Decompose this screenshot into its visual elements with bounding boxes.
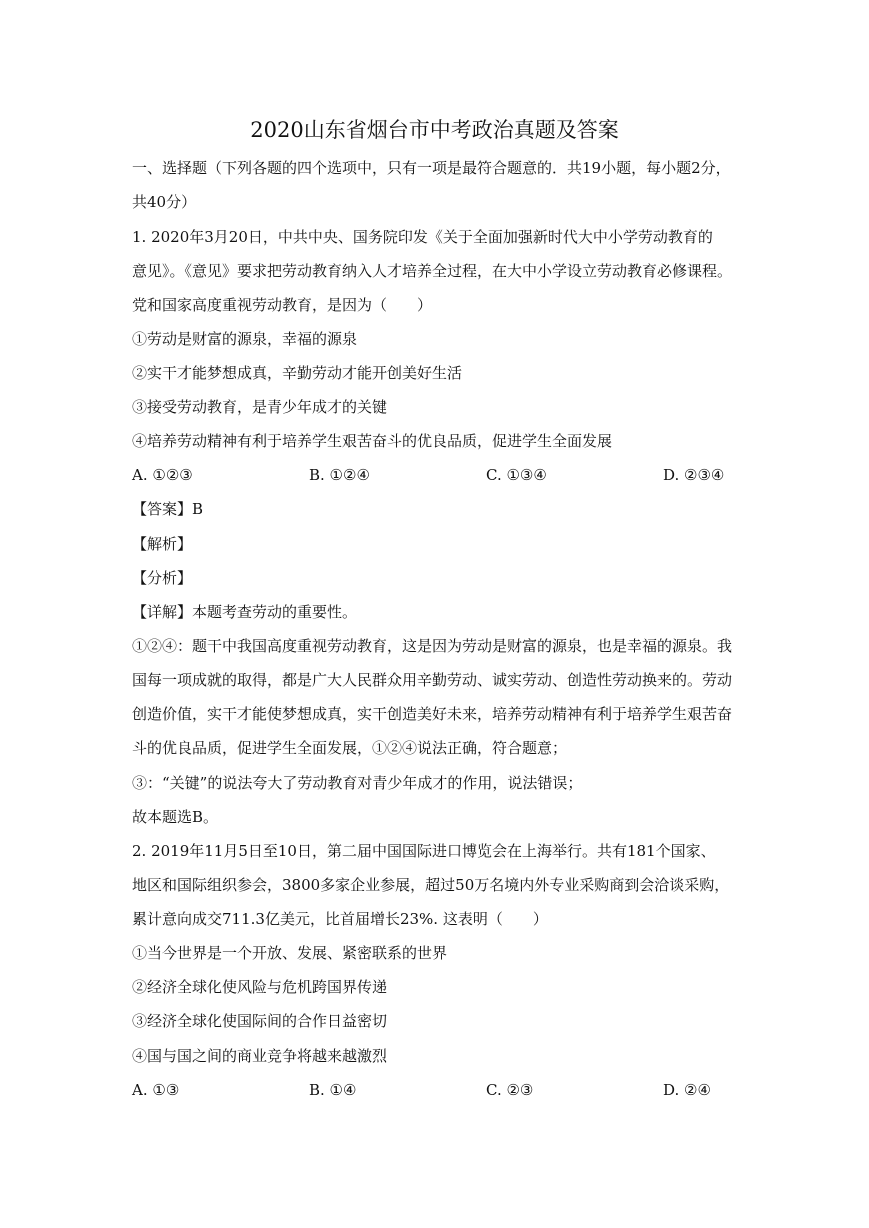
q1-statement-4: ④培养劳动精神有利于培养学生艰苦奋斗的优良品质，促进学生全面发展 bbox=[132, 432, 613, 450]
q2-option-c: C. ②③ bbox=[486, 1081, 534, 1099]
q1-explanation-line-4: 斗的优良品质，促进学生全面发展，①②④说法正确，符合题意； bbox=[132, 739, 568, 757]
q1-fenxi-heading: 【分析】 bbox=[132, 569, 193, 587]
q1-stem-line-2: 意见》。《意见》要求把劳动教育纳入人才培养全过程，在大中小学设立劳动教育必修课程。 bbox=[132, 262, 733, 280]
document-title: 2020山东省烟台市中考政治真题及答案 bbox=[250, 118, 619, 142]
q2-statement-2: ②经济全球化使风险与危机跨国界传递 bbox=[132, 978, 388, 996]
q2-option-b: B. ①④ bbox=[309, 1081, 357, 1099]
q1-jiexi-heading: 【解析】 bbox=[132, 535, 193, 553]
q1-option-b: B. ①②④ bbox=[309, 466, 370, 484]
q1-explanation-line-5: ③：“关键”的说法夸大了劳动教育对青少年成才的作用，说法错误； bbox=[132, 774, 583, 792]
q1-explanation-line-6: 故本题选B。 bbox=[132, 808, 219, 826]
section-header-line-2: 共40分） bbox=[132, 193, 197, 211]
q1-option-a: A. ①②③ bbox=[132, 466, 193, 484]
q2-stem-line-1: 2. 2019年11月5日至10日，第二届中国国际进口博览会在上海举行。共有181个国家、 bbox=[132, 842, 716, 860]
q1-detail: 【详解】本题考查劳动的重要性。 bbox=[132, 603, 358, 621]
q1-explanation-line-3: 创造价值，实干才能使梦想成真，实干创造美好未来，培养劳动精神有利于培养学生艰苦奋 bbox=[132, 705, 733, 723]
section-header-line-1: 一、选择题（下列各题的四个选项中，只有一项是最符合题意的．共19小题，每小题2分， bbox=[132, 159, 731, 177]
q2-statement-3: ③经济全球化使国际间的合作日益密切 bbox=[132, 1012, 388, 1030]
q1-answer: 【答案】B bbox=[132, 500, 204, 518]
q1-stem-line-3: 党和国家高度重视劳动教育，是因为（ ） bbox=[132, 296, 433, 314]
q2-option-a: A. ①③ bbox=[132, 1081, 180, 1099]
q1-explanation-line-2: 国每一项成就的取得，都是广大人民群众用辛勤劳动、诚实劳动、创造性劳动换来的。劳动 bbox=[132, 671, 733, 689]
q1-explanation-line-1: ①②④：题干中我国高度重视劳动教育，这是因为劳动是财富的源泉，也是幸福的源泉。我 bbox=[132, 637, 733, 655]
q2-statement-1: ①当今世界是一个开放、发展、紧密联系的世界 bbox=[132, 944, 448, 962]
q1-statement-3: ③接受劳动教育，是青少年成才的关键 bbox=[132, 398, 388, 416]
q1-statement-1: ①劳动是财富的源泉，幸福的源泉 bbox=[132, 330, 358, 348]
q2-statement-4: ④国与国之间的商业竞争将越来越激烈 bbox=[132, 1047, 388, 1065]
q2-option-d: D. ②④ bbox=[663, 1081, 711, 1099]
q1-stem-line-1: 1. 2020年3月20日，中共中央、国务院印发《关于全面加强新时代大中小学劳动教育的 bbox=[132, 228, 713, 246]
q1-option-d: D. ②③④ bbox=[663, 466, 725, 484]
q1-statement-2: ②实干才能梦想成真，辛勤劳动才能开创美好生活 bbox=[132, 364, 463, 382]
q2-stem-line-2: 地区和国际组织参会，3800多家企业参展，超过50万名境内外专业采购商到会洽谈采购， bbox=[132, 876, 730, 894]
q1-option-c: C. ①③④ bbox=[486, 466, 547, 484]
q2-stem-line-3: 累计意向成交711.3亿美元，比首届增长23%. 这表明（ ） bbox=[132, 910, 548, 928]
